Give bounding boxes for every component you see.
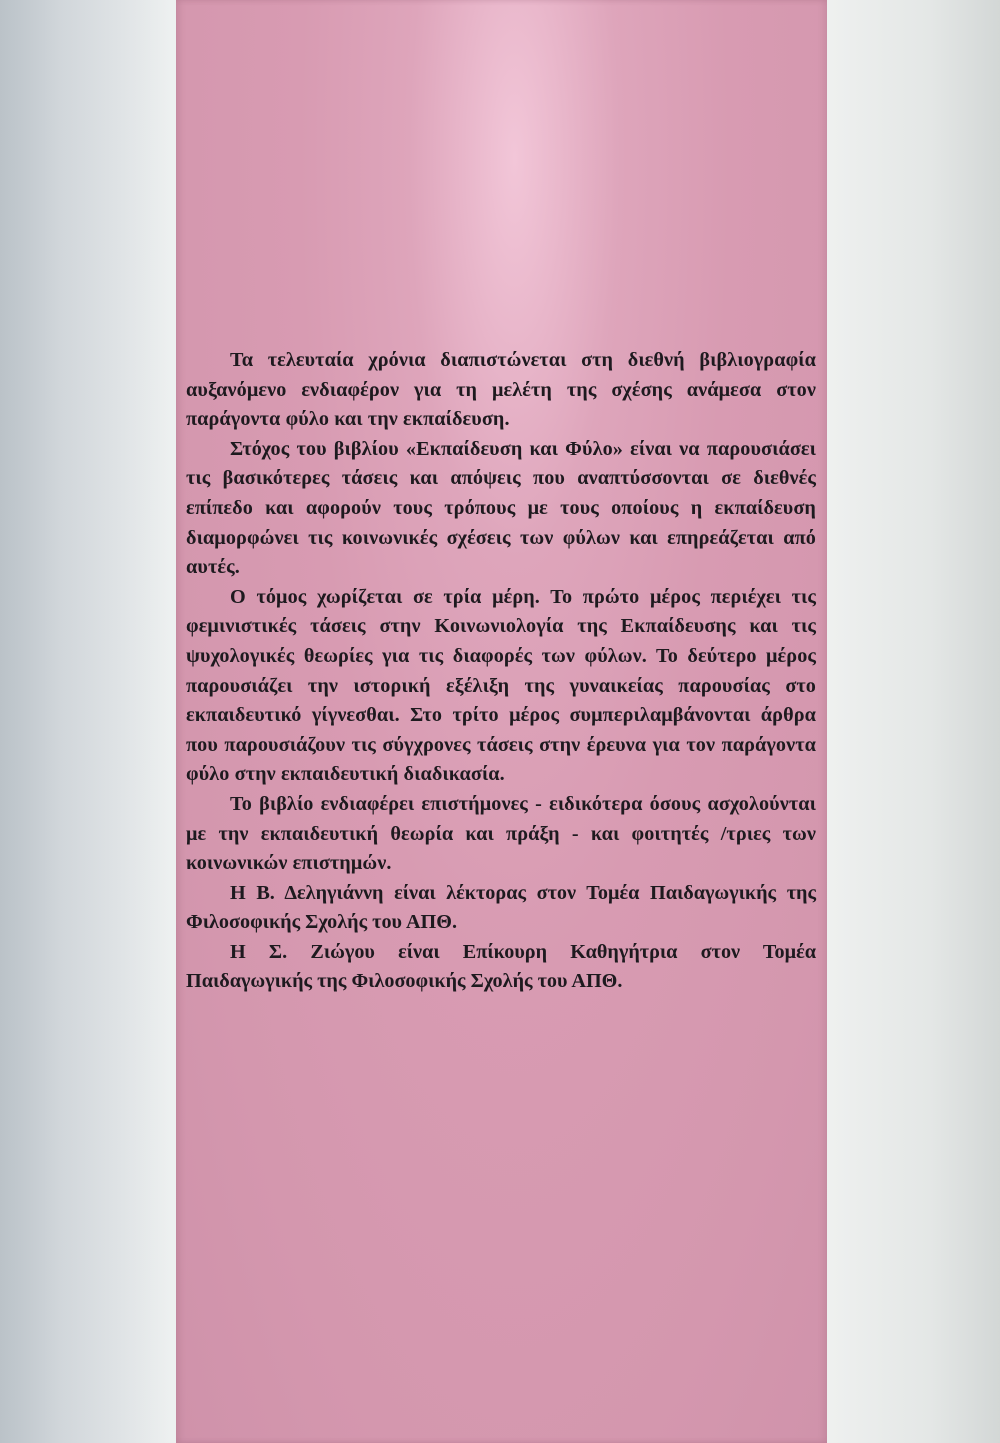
audience-paragraph: Το βιβλίο ενδιαφέρει επιστήμονες - ειδικότερα όσους ασχολούνται με την εκπαιδευτική θεωρία και πράξη - και φοιτητές /τριες των κοινωνικών επιστημών.	[186, 792, 816, 875]
structure-paragraph: Ο τόμος χωρίζεται σε τρία μέρη. Το πρώτο μέρος περιέχει τις φεμινιστικές τάσεις στην Κοινωνιολογία της Εκπαίδευσης και τις ψυχολογικές θεωρίες για τις διαφορές των φύλων. Το δεύτερο μέρος παρουσιάζει την ιστορική εξέλιξη της γυναικείας παρουσίας στο εκπαιδευτικό γίγνεσθαι. Στο τρίτο μέρος συμπεριλαμβάνονται άρθρα που παρουσιάζουν τις σύγχρονες τάσεις στην έρευνα για τον παράγοντα φύλο στην εκπαιδευτική διαδικασία.	[186, 585, 816, 786]
author-bio-deligianni: Η Β. Δεληγιάννη είναι λέκτορας στον Τομέα Παιδαγωγικής της Φιλοσοφικής Σχολής του ΑΠΘ.	[186, 881, 816, 934]
cover-edge-shading	[0, 0, 170, 1443]
author-bio-ziogou: Η Σ. Ζιώγου είναι Επίκουρη Καθηγήτρια στον Τομέα Παιδαγωγικής της Φιλοσοφικής Σχολής του ΑΠΘ.	[186, 940, 816, 993]
aim-paragraph: Στόχος του βιβλίου «Εκπαίδευση και Φύλο» είναι να παρουσιάσει τις βασικότερες τάσεις και απόψεις που αναπτύσσονται σε διεθνές επίπεδο και αφορούν τους τρόπους με τους οποίους η εκπαίδευση διαμορφώνει τις κοινωνικές σχέσεις των φύλων και επηρεάζεται από αυτές.	[186, 437, 816, 579]
back-cover-text	[186, 346, 816, 997]
intro-paragraph: Τα τελευταία χρόνια διαπιστώνεται στη διεθνή βιβλιογραφία αυξανόμενο ενδιαφέρον για τη μελέτη της σχέσης ανάμεσα στον παράγοντα φύλο και την εκπαίδευση.	[186, 349, 816, 431]
